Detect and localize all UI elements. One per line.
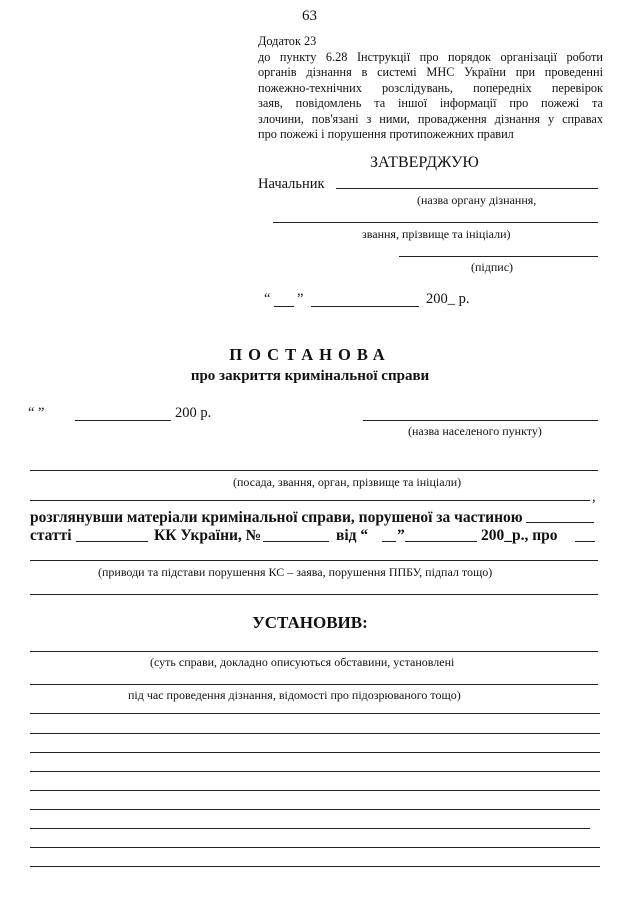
caption-grounds: (приводи та підстави порушення КС – заява, порушення ППБУ, підпал тощо) (98, 565, 493, 579)
body-line-2c: від “ (336, 527, 369, 544)
addendum-line: злочини, пов'язані з ними, провадження дізнання у справах (258, 111, 603, 126)
place-blank-line (363, 420, 598, 421)
grounds-blank-line-2 (30, 594, 598, 595)
document-date-prefix: “ ” (28, 405, 45, 421)
caption-organ: (назва органу дізнання, (417, 193, 537, 207)
document-title: ПОСТАНОВА (229, 345, 391, 364)
addendum-line: про пожежі і порушення протипожежних правил (258, 127, 514, 141)
grounds-blank-line (30, 560, 598, 561)
date-quote-open: “ (264, 291, 271, 307)
essence-blank-line (30, 733, 600, 734)
essence-blank-line (30, 684, 598, 685)
essence-blank-line (30, 866, 600, 867)
addendum-block (258, 34, 603, 143)
body-line-2b: КК України, № (154, 527, 262, 544)
body-line-1: розглянувши матеріали кримінальної справи, порушеної за частиною (30, 509, 523, 526)
addendum-line: заяв, повідомлень та іншої інформації про пожежі та (258, 96, 603, 110)
page-number: 63 (302, 8, 317, 24)
document-subtitle: про закриття кримінальної справи (190, 368, 430, 384)
essence-blank-line (30, 828, 590, 829)
about-blank (575, 541, 595, 542)
body-line-2d: ” (397, 527, 405, 544)
caption-rank: звання, прізвище та ініціали) (362, 227, 511, 241)
essence-blank-line (30, 713, 600, 714)
essence-blank-line (30, 790, 600, 791)
caption-signature: (підпис) (471, 260, 514, 274)
addendum-line: до пункту 6.28 Інструкції про порядок організації роботи (258, 49, 603, 64)
essence-blank-line (30, 752, 600, 753)
article-blank (76, 541, 148, 542)
chief-blank-line (336, 188, 598, 189)
established-heading: УСТАНОВИВ: (252, 613, 368, 632)
body-month-blank (405, 541, 477, 542)
caption-position: (посада, звання, орган, прізвище та ініціали) (233, 475, 462, 489)
body-line-2a: статті (30, 527, 72, 544)
approval-day-blank (274, 306, 294, 307)
document-month-blank (75, 420, 171, 421)
body-day-blank (382, 541, 396, 542)
approval-month-blank (311, 306, 419, 307)
addendum-line: пожежно-технічних розслідувань, попередніх перевірок (258, 80, 603, 95)
position-blank-line (30, 470, 598, 471)
number-blank (263, 541, 329, 542)
essence-blank-line (30, 809, 600, 810)
addendum-line: органів дізнання в системі МНС України при проведенні (258, 65, 603, 79)
approval-date (264, 291, 270, 308)
essence-blank-line (30, 847, 600, 848)
document-date-year: 200 р. (175, 405, 212, 421)
essence-blank-line (30, 771, 600, 772)
addendum-line: Додаток 23 (258, 34, 317, 48)
approval-heading: ЗАТВЕРДЖУЮ (370, 154, 479, 171)
essence-blank-line (30, 651, 598, 652)
date-quote-close: ” (297, 291, 304, 307)
signature-blank-line (399, 256, 598, 257)
position-blank-line-2 (30, 500, 590, 501)
organ-blank-line (273, 222, 598, 223)
approval-year: 200_ р. (426, 291, 470, 307)
caption-essence-2: під час проведення дізнання, відомості про підозрюваного тощо) (128, 688, 461, 702)
chief-label: Начальник (258, 176, 325, 192)
part-blank (526, 522, 594, 523)
caption-essence-1: (суть справи, докладно описуються обставини, установлені (150, 655, 455, 669)
body-line-2e: 200_р., про (481, 527, 558, 544)
caption-place: (назва населеного пункту) (408, 424, 542, 438)
position-comma: , (592, 489, 596, 505)
